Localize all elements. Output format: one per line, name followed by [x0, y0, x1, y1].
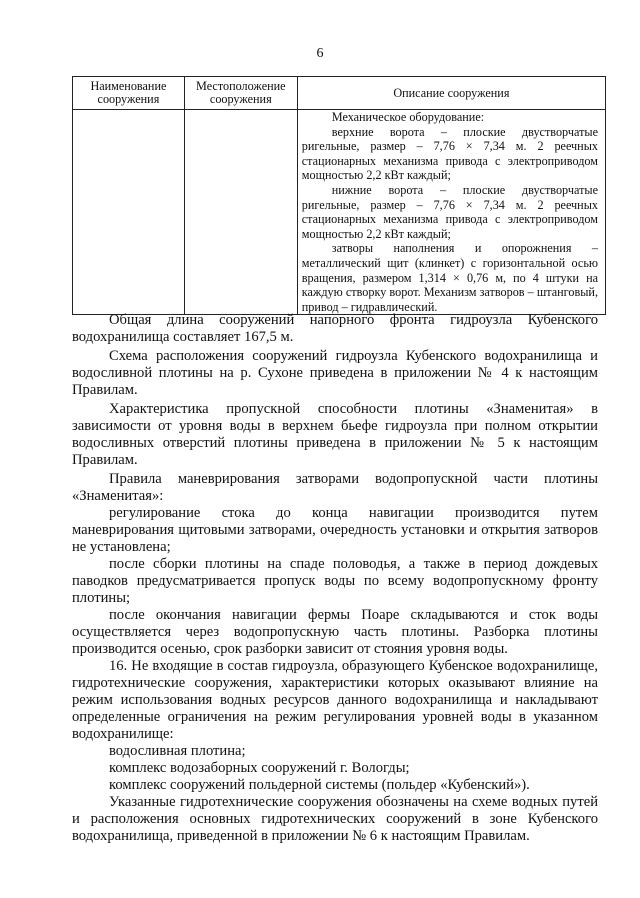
paragraph: Общая длина сооружений напорного фронта гидроузла Кубенского водохранилища составляет 167,5 м.	[72, 312, 598, 345]
page-number: 6	[316, 46, 324, 61]
document-body	[72, 312, 598, 845]
table-header-row	[73, 77, 606, 110]
paragraph: после окончания навигации фермы Поаре складываются и сток воды осуществляется через водопропускную часть плотины. Разборка плотины производится осенью, срок разборки зависит от стояния уровня воды.	[72, 607, 598, 657]
paragraph: комплекс водозаборных сооружений г. Вологды;	[109, 760, 410, 776]
paragraph: комплекс сооружений польдерной системы (польдер «Кубенский»).	[109, 777, 530, 793]
paragraph: Правила маневрирования затворами водопропускной части плотины «Знаменитая»:	[72, 471, 598, 504]
paragraph: после сборки плотины на спаде половодья, а также в период дождевых паводков предусматривается пропуск воды по всему водопропускному фронту плотины;	[72, 556, 598, 606]
column-header-location: Местоположение сооружения	[184, 77, 297, 110]
column-header-description: Описание сооружения	[297, 77, 605, 110]
paragraph: водосливная плотина;	[109, 743, 246, 759]
paragraph: 16. Не входящие в состав гидроузла, образующего Кубенское водохранилище, гидротехнические сооружения, характеристики которых оказывают влияние на режим использования водных ресурсов данного водохранилища и накладывают определенные ограничения на режим регулирования уровней воды в указанном водохранилище:	[72, 658, 598, 742]
column-header-name: Наименование сооружения	[73, 77, 185, 110]
paragraph: Характеристика пропускной способности плотины «Знаменитая» в зависимости от уровня воды в верхнем бьефе гидроузла при полном открытии водосливных отверстий плотины приведена в приложении № 5 к настоящим Правилам.	[72, 401, 598, 468]
paragraph: Схема расположения сооружений гидроузла Кубенского водохранилища и водосливной плотины на р. Сухоне приведена в приложении № 4 к настоящим Правилам.	[72, 348, 598, 398]
description-line: нижние ворота – плоские двустворчатые ригельные, размер – 7,76 × 7,34 м. 2 реечных стационарных механизма привода с электроприводом мощностью 2,2 кВт каждый;	[301, 182, 598, 241]
description-line: верхние ворота – плоские двустворчатые ригельные, размер – 7,76 × 7,34 м. 2 реечных стационарных механизма привода с электроприводом мощностью 2,2 кВт каждый;	[301, 124, 598, 183]
paragraph: Указанные гидротехнические сооружения обозначены на схеме водных путей и расположения основных гидротехнических сооружений в зоне Кубенского водохранилища, приведенной в приложении № 6 к настоящим Правилам.	[72, 794, 598, 844]
paragraph: регулирование стока до конца навигации производится путем маневрирования щитовыми затворами, очередность установки и открытия затворов не установлена;	[72, 505, 598, 555]
structures-table	[72, 76, 606, 315]
description-line: затворы наполнения и опорожнения – металлический щит (клинкет) с горизонтальной осью вращения, размером 1,314 × 0,76 м, по 4 штуки на каждую створку ворот. Механизм затворов – штанговый, привод – гидравлический.	[301, 241, 598, 314]
name-cell	[73, 110, 185, 315]
description-line: Механическое оборудование:	[331, 110, 485, 124]
description-cell	[297, 110, 605, 315]
location-cell	[184, 110, 297, 315]
table-row	[73, 110, 606, 315]
